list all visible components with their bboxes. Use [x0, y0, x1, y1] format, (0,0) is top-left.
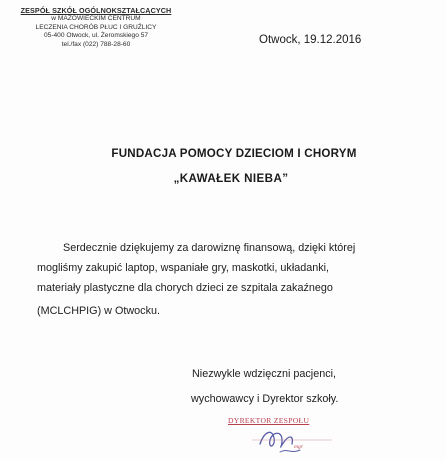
letterhead-center-name: w MAZOWIECKIM CENTRUM [51, 15, 141, 22]
recipient-subheading: „KAWAŁEK NIEBA” [173, 172, 289, 185]
school-letterhead-stamp [20, 6, 172, 49]
director-signature-stamp [222, 414, 372, 458]
director-stamp-title: DYREKTOR ZESPOŁU [228, 416, 310, 425]
letter-body [37, 238, 437, 321]
recipient-heading: FUNDACJA POMOCY DZIECIOM I CHORYM [111, 147, 357, 160]
letter-date: Otwock, 19.12.2016 [259, 34, 362, 46]
closing-line: Niezwykle wdzięczni pacjenci, [192, 368, 337, 380]
body-line: materiały plastyczne dla chorych dzieci ze szpitala zakaźnego [37, 282, 333, 294]
svg-text:mgr: mgr [294, 444, 304, 450]
handwritten-signature [222, 414, 372, 458]
closing-line: wychowawcy i Dyrektor szkoły. [191, 393, 339, 405]
letter-closing [192, 362, 338, 412]
body-line: Serdecznie dziękujemy za darowiznę finansową, dzięki której [63, 242, 356, 254]
letterhead-address: 05-400 Otwock, ul. Żeromskiego 57 [43, 32, 149, 40]
letterhead-school-name: ZESPÓŁ SZKÓŁ OGÓLNOKSZTAŁCĄCYCH [20, 6, 172, 15]
letterhead-phone: tel./fax (022) 788-28-60 [61, 40, 131, 48]
body-line: (MCLCHPIG) w Otwocku. [37, 305, 160, 317]
body-line: mogliśmy zakupić laptop, wspaniałe gry, maskotki, układanki, [37, 262, 330, 274]
letterhead-center-name-2: LECZENIA CHORÓB PŁUC I GRUŹLICY [35, 23, 157, 31]
